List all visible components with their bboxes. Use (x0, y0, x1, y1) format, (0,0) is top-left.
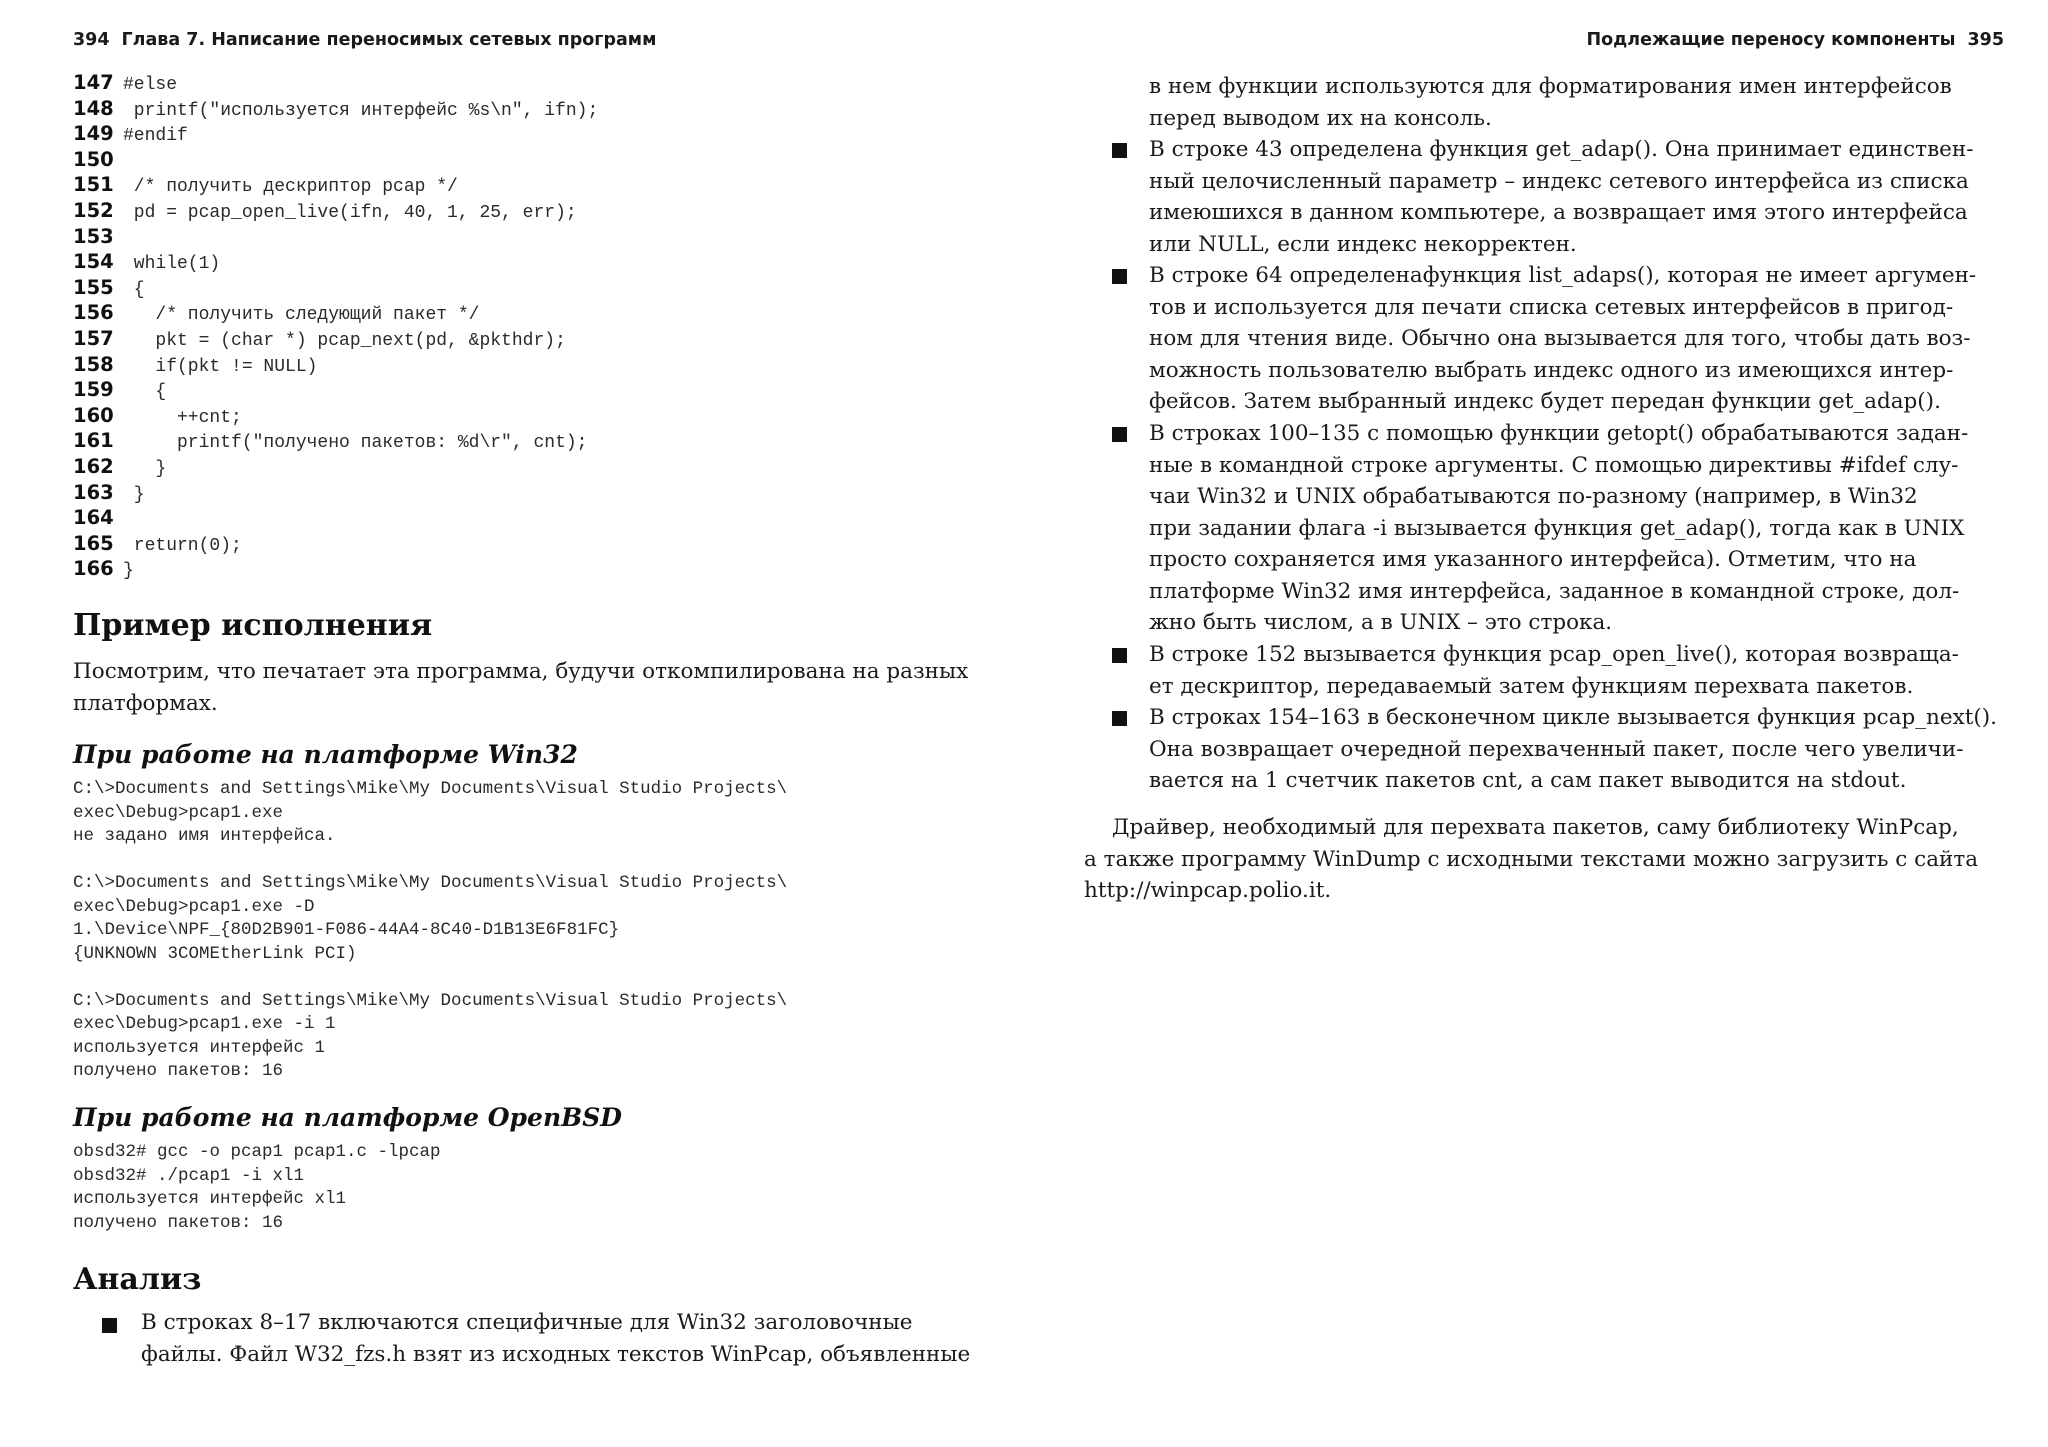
line-number: 151 (73, 173, 114, 197)
code-text: } (123, 561, 134, 582)
closing-paragraph (1084, 812, 2005, 907)
code-line (73, 249, 983, 275)
paragraph-line: платформах. (73, 690, 218, 716)
code-text: /* получить следующий пакет */ (123, 305, 480, 326)
code-text: printf("получено пакетов: %d\r", cnt); (123, 433, 588, 454)
line-number: 148 (73, 96, 114, 120)
line-number: 147 (73, 71, 114, 94)
code-text: printf("используется интерфейс %s\n", ifn); (123, 100, 599, 121)
bullet-square-icon (1112, 269, 1127, 284)
line-number: 154 (73, 250, 114, 274)
code-line (73, 531, 983, 557)
code-line (73, 556, 983, 582)
code-line (73, 172, 983, 198)
line-number: 161 (73, 429, 114, 453)
paragraph-line: В строках 154–163 в бесконечном цикле вызывается функция pcap_next(). (1149, 705, 1998, 730)
download-url: http://winpcap.polio.it. (1084, 878, 1332, 903)
code-line (73, 70, 983, 96)
line-number: 159 (73, 378, 114, 402)
bullet-item (1149, 260, 2005, 418)
code-line (73, 352, 983, 378)
bullet-item (1149, 134, 2005, 260)
code-text: while(1) (123, 254, 221, 275)
bullet-square-icon (1112, 711, 1127, 726)
code-line (73, 275, 983, 301)
bullet-square-icon (1112, 648, 1127, 663)
code-line (73, 96, 983, 122)
running-head-left (73, 30, 656, 50)
page-number-left: 394 (73, 30, 110, 50)
bullet-square-icon (1112, 143, 1127, 158)
subheading-openbsd: При работе на платформе OpenBSD (73, 1103, 622, 1132)
code-text: } (123, 484, 145, 505)
code-text: #endif (123, 126, 188, 147)
code-line (73, 300, 983, 326)
code-line (73, 403, 983, 429)
line-number: 153 (73, 224, 114, 248)
paragraph-line: платформе Win32 имя интерфейса, заданное в командной строке, дол- (1149, 578, 1960, 604)
page-number-right: 395 (1967, 30, 2004, 50)
line-number: 158 (73, 352, 114, 376)
paragraph-line: ном для чтения виде. Обычно она вызывается для того, чтобы дать воз- (1149, 326, 1971, 351)
line-number: 156 (73, 301, 114, 325)
paragraph-line: просто сохраняется имя указанного интерфейса). Отметим, что на (1149, 547, 1917, 572)
paragraph-line: В строке 43 определена функция get_adap(). Она принимает единствен- (1149, 137, 1974, 162)
code-text: /* получить дескриптор pcap */ (123, 177, 458, 198)
code-line (73, 428, 983, 454)
line-number: 163 (73, 480, 114, 504)
paragraph-line: можность пользователю выбрать индекс одного из имеющихся интер- (1149, 357, 1954, 383)
line-number: 152 (73, 198, 114, 222)
paragraph-line: Драйвер, необходимый для перехвата пакетов, саму библиотеку WinPcap, (1112, 815, 1959, 840)
paragraph-line: В строках 100–135 с помощью функции getopt() обрабатываются задан- (1149, 421, 1969, 446)
openbsd-terminal-output: obsd32# gcc -o pcap1 pcap1.c -lpcap obsd32# ./pcap1 -i xl1 используется интерфейс xl1 получено пакетов: 16 (73, 1142, 441, 1233)
section-heading-example-run: Пример исполнения (73, 608, 433, 643)
paragraph-line: имеюшихся в данном компьютере, а возвращает имя этого интерфейса (1149, 200, 1968, 225)
bullet-square-icon (102, 1318, 117, 1333)
bullet-item (1149, 418, 2005, 639)
line-number: 157 (73, 326, 114, 350)
line-number: 155 (73, 275, 114, 299)
paragraph-line: В строке 64 определенафункция list_adaps(), которая не имеет аргумен- (1149, 263, 1977, 288)
win32-terminal-output: C:\>Documents and Settings\Mike\My Documents\Visual Studio Projects\ exec\Debug>pcap1.exe не задано имя интерфейса. C:\>Documents and Settings\Mike\My Documents\Visual Studio Projects\ exec\Debug>pcap1.exe -D 1.\Device\NPF_{80D2B901-F086-44A4-8C40-D1B13E6F81FC} {UNKNOWN 3COMEtherLink PCI) C:\>Documents and Settings\Mike\My Documents\Visual Studio Projects\ exec\Debug>pcap1.exe -i 1 используется интерфейс 1 получено пакетов: 16 (73, 779, 788, 1081)
paragraph-line: Посмотрим, что печатает эта программа, будучи откомпилирована на разных (73, 659, 969, 684)
paragraph-line: чаи Win32 и UNIX обрабатываются по-разному (например, в Win32 (1149, 484, 1918, 509)
code-line (73, 454, 983, 480)
line-number: 166 (73, 557, 114, 581)
paragraph-line: в нем функции используются для форматирования имен интерфейсов (1149, 74, 1952, 99)
paragraph-line: ные в командной строке аргументы. С помощью директивы #ifdef слу- (1149, 452, 1959, 478)
code-line (73, 480, 983, 506)
section-heading-analysis: Анализ (73, 1262, 202, 1297)
bullet-item (1149, 639, 2005, 702)
paragraph-line: вается на 1 счетчик пакетов cnt, а сам пакет выводится на stdout. (1149, 768, 1907, 793)
code-line (73, 121, 983, 147)
subheading-win32: При работе на платформе Win32 (73, 740, 578, 769)
running-head-right (1587, 30, 2005, 50)
code-text: ++cnt; (123, 407, 242, 428)
continuation-text (1149, 71, 2005, 134)
code-listing (73, 70, 983, 582)
right-page (1024, 0, 2048, 1447)
paragraph-line: перед выводом их на консоль. (1149, 105, 1492, 131)
paragraph-line: ный целочисленный параметр – индекс сетевого интерфейса из списка (1149, 168, 1969, 194)
code-line (73, 198, 983, 224)
code-line (73, 147, 983, 173)
section-intro-paragraph (73, 656, 983, 719)
line-number: 164 (73, 506, 114, 530)
line-number: 149 (73, 122, 114, 146)
paragraph-line: ет дескриптор, передаваемый затем функциям перехвата пакетов. (1149, 673, 1914, 699)
code-text: pd = pcap_open_live(ifn, 40, 1, 25, err); (123, 202, 577, 223)
chapter-title: Глава 7. Написание переносимых сетевых программ (121, 30, 657, 50)
code-text: pkt = (char *) pcap_next(pd, &pkthdr); (123, 330, 566, 351)
section-running-title: Подлежащие переносу компоненты (1586, 30, 1956, 50)
paragraph-line: файлы. Файл W32_fzs.h взят из исходных текстов WinPcap, объявленные (141, 1341, 971, 1367)
paragraph-line: или NULL, если индекс некорректен. (1149, 231, 1577, 257)
line-number: 160 (73, 403, 114, 427)
code-text: return(0); (123, 535, 242, 556)
paragraph-line: а также программу WinDump с исходными текстами можно загрузить с сайта (1084, 846, 1979, 872)
code-line (73, 505, 983, 531)
code-text: if(pkt != NULL) (123, 356, 318, 377)
code-line (73, 326, 983, 352)
paragraph-line: В строке 152 вызывается функция pcap_open_live(), которая возвраща- (1149, 642, 1959, 667)
code-text: { (123, 382, 167, 403)
paragraph-line: Она возвращает очередной перехваченный пакет, после чего увеличи- (1149, 736, 1964, 762)
bullet-square-icon (1112, 427, 1127, 442)
paragraph-line: В строках 8–17 включаются специфичные для Win32 заголовочные (141, 1310, 913, 1335)
code-line (73, 377, 983, 403)
analysis-bullet-text (141, 1307, 973, 1370)
paragraph-line: при задании флага -i вызывается функция get_adap(), тогда как в UNIX (1149, 515, 1965, 541)
line-number: 165 (73, 531, 114, 555)
paragraph-line: тов и используется для печати списка сетевых интерфейсов в пригод- (1149, 294, 1954, 320)
line-number: 162 (73, 454, 114, 478)
code-text: { (123, 279, 145, 300)
paragraph-line: жно быть числом, а в UNIX – это строка. (1149, 610, 1613, 635)
code-text: #else (123, 75, 178, 95)
line-number: 150 (73, 147, 114, 171)
paragraph-line: фейсов. Затем выбранный индекс будет передан функции get_adap(). (1149, 389, 1941, 414)
code-text: } (123, 458, 167, 479)
bullet-item (1149, 702, 2005, 797)
code-line (73, 224, 983, 250)
